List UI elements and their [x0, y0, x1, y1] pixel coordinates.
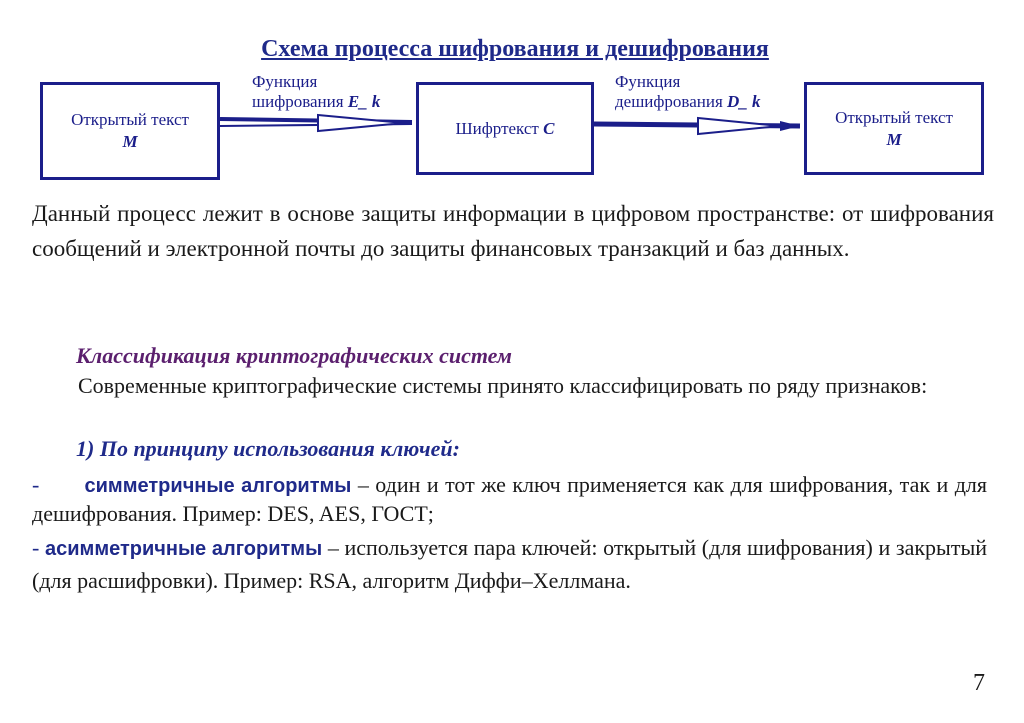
symmetric-text: – один и тот же ключ применяется как для шифрования, так и для дешифрования. Пример: DES, AES, ГОСТ; [32, 472, 987, 526]
ciphertext-box [416, 82, 594, 175]
intro-paragraph: Данный процесс лежит в основе защиты информации в цифровом пространстве: от шифрования сообщений и электронной почты до защиты финансовых транзакций и баз данных. [32, 201, 994, 261]
plaintext-input-label: Открытый текст [71, 110, 189, 129]
encrypt-function-var: E_ k [347, 92, 381, 111]
decrypt-function-label [615, 72, 761, 112]
asymmetric-item [32, 532, 987, 597]
list-dash: - [32, 472, 40, 497]
decrypt-label-line2: дешифрования [615, 92, 723, 111]
asymmetric-text: – используется пара ключей: открытый (для шифрования) и закрытый (для расшифровки). Пример: RSA, алгоритм Диффи–Хеллмана. [32, 535, 988, 593]
ciphertext-var: C [543, 118, 555, 138]
plaintext-output-var: M [886, 129, 902, 149]
slide-title: Схема процесса шифрования и дешифрования [261, 36, 769, 62]
plaintext-input-box [40, 82, 220, 180]
encrypt-arrow [220, 115, 412, 131]
criterion-heading: 1) По принципу использования ключей: [76, 436, 460, 461]
encrypt-label-line1: Функция [252, 72, 318, 91]
symmetric-item [32, 471, 987, 528]
encrypt-label-line2: шифрования [252, 92, 344, 111]
decrypt-function-var: D_ k [727, 92, 761, 111]
decrypt-label-line1: Функция [615, 72, 681, 91]
encrypt-function-label [252, 72, 380, 112]
page-number: 7 [973, 670, 985, 696]
plaintext-output-label: Открытый текст [835, 107, 953, 127]
list-dash: - [32, 535, 40, 560]
decrypt-arrow [594, 118, 800, 134]
ciphertext-label: Шифртекст [455, 118, 539, 138]
classification-paragraph: Современные криптографические системы принято классифицировать по ряду признаков: [78, 373, 928, 398]
plaintext-output-box [804, 82, 984, 175]
plaintext-input-var: M [122, 132, 138, 151]
asymmetric-term: асимметричные алгоритмы [44, 538, 323, 560]
classification-heading: Классификация криптографических систем [76, 343, 512, 368]
symmetric-term: симметричные алгоритмы [84, 475, 352, 497]
